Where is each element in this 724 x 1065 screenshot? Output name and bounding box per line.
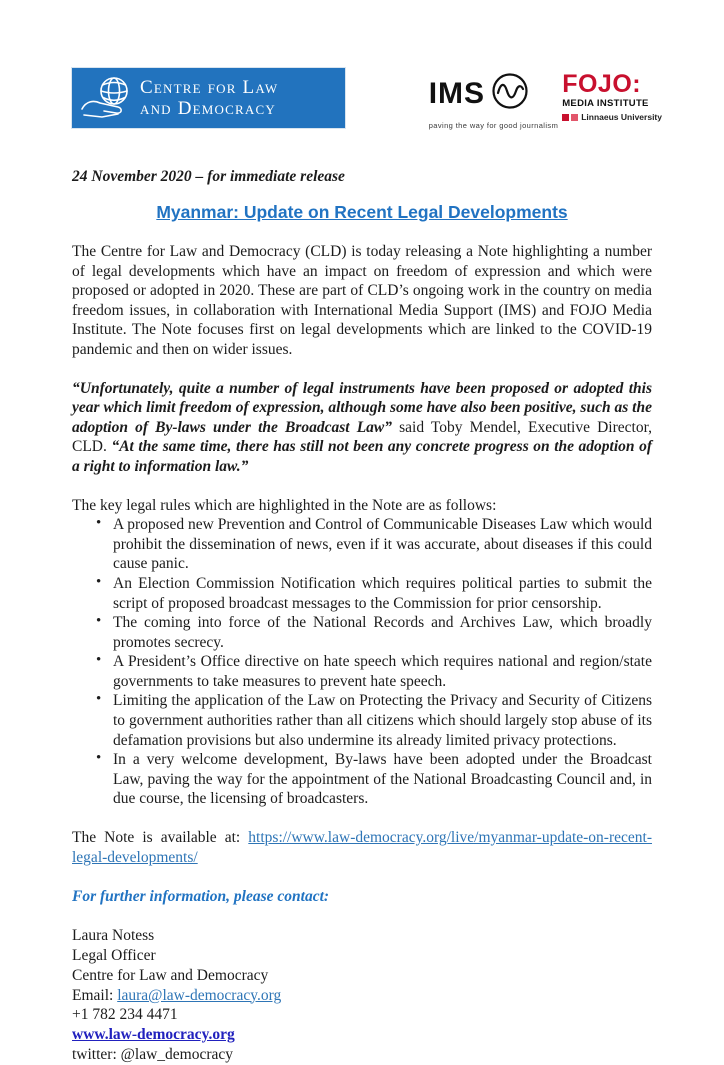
ims-wave-icon [491, 72, 529, 115]
list-item [72, 574, 652, 613]
list-item [72, 691, 652, 750]
twitter-handle: twitter: @law_democracy [72, 1046, 234, 1063]
contact-email-line [72, 986, 652, 1006]
bullet-text: Limiting the application of the Law on Protecting the Privacy and Security of Citizens to government authorities rather than all citizens which should largely stop abuse of its defamation provisions but also undermine its already limited privacy protections. [113, 692, 652, 749]
bullet-text: A President’s Office directive on hate speech which requires national and region/state governments to take measures to prevent hate speech. [113, 653, 652, 690]
bullet-icon: • [96, 515, 102, 532]
cld-logo [72, 68, 345, 128]
contact-block [72, 926, 652, 1065]
key-rules-intro: The key legal rules which are highlighted in the Note are as follows: [72, 496, 497, 514]
bullet-text: An Election Commission Notification which requires political parties to submit the script of proposed broadcast messages to the Commission for prior censorship. [113, 574, 652, 612]
ims-wordmark: IMS [428, 76, 486, 110]
availability-prefix: The Note is available at: [72, 829, 249, 847]
bullet-text: The coming into force of the National Records and Archives Law, which broadly promotes secrecy. [113, 614, 652, 651]
globe-hand-icon [78, 73, 140, 123]
contact-role: Legal Officer [72, 947, 156, 965]
bullet-icon: • [96, 573, 102, 590]
quote-paragraph [72, 379, 652, 477]
contact-name: Laura Notess [72, 927, 155, 945]
ims-tagline: paving the way for good journalism [428, 121, 559, 130]
bullet-icon: • [96, 750, 102, 767]
header [0, 0, 724, 130]
linnaeus-square-icon [562, 114, 569, 121]
cld-logo-text [140, 77, 278, 119]
list-item [72, 613, 652, 652]
availability-line [72, 828, 652, 867]
bullet-text: In a very welcome development, By-laws have been adopted under the Broadcast Law, paving the way for the appointment of the National Broadcasting Council and, in due course, the licensing of broadcasters. [113, 751, 652, 808]
key-rules-list [72, 515, 652, 809]
contact-heading: For further information, please contact: [72, 888, 330, 906]
linnaeus-university-label: Linnaeus University [562, 112, 662, 122]
email-label: Email: [72, 986, 118, 1004]
ims-fojo-logo [429, 72, 662, 130]
bullet-icon: • [96, 613, 102, 630]
fojo-subtitle: MEDIA INSTITUTE [562, 98, 649, 109]
contact-org: Centre for Law and Democracy [72, 966, 269, 984]
bullet-text: A proposed new Prevention and Control of Communicable Diseases Law which would prohibit the dissemination of news, even if it was accurate, about diseases if this could cause panic. [113, 516, 652, 573]
website-link[interactable]: www.law-democracy.org [72, 1026, 235, 1044]
document-body [0, 168, 724, 1065]
dateline: 24 November 2020 – for immediate release [72, 168, 345, 185]
linnaeus-square-icon [571, 114, 578, 121]
note-link[interactable]: https://www.law-democracy.org/live/myanmar-update-on-recent-legal-developments/ [72, 829, 652, 866]
list-item [72, 652, 652, 691]
list-item [72, 515, 652, 574]
ims-block [429, 72, 559, 130]
bullet-icon: • [96, 652, 102, 669]
phone-number: +1 782 234 4471 [72, 1006, 178, 1024]
cld-logo-line1: Centre for Law [140, 77, 279, 98]
intro-paragraph: The Centre for Law and Democracy (CLD) is today releasing a Note highlighting a number of legal developments which have an impact on freedom of expression and which were proposed or adopted in 2020. These are part of CLD’s ongoing work in the country on media freedom issues, in collaboration with International Media Support (IMS) and FOJO Media Institute. The Note focuses first on legal developments which are linked to the COVID-19 pandemic and then on wider issues. [72, 243, 652, 358]
cld-logo-line2: and Democracy [140, 98, 276, 119]
quote-part2: “At the same time, there has still not been any concrete progress on the adoption of a right to information law.” [72, 438, 653, 475]
bullet-icon: • [96, 691, 102, 708]
email-link[interactable]: laura@law-democracy.org [117, 986, 282, 1004]
page-title: Myanmar: Update on Recent Legal Developments [156, 202, 568, 222]
fojo-wordmark: FOJO: [562, 70, 642, 98]
list-item [72, 750, 652, 809]
fojo-block [562, 72, 662, 122]
quote-part1: “Unfortunately, quite a number of legal instruments have been proposed or adopted this year which limit freedom of expression, although some have also been positive, such as the adoption of By-laws under the Broadcast Law” [72, 379, 652, 436]
quote-attribution: said Toby Mendel, Executive Director, CLD. [72, 418, 652, 456]
